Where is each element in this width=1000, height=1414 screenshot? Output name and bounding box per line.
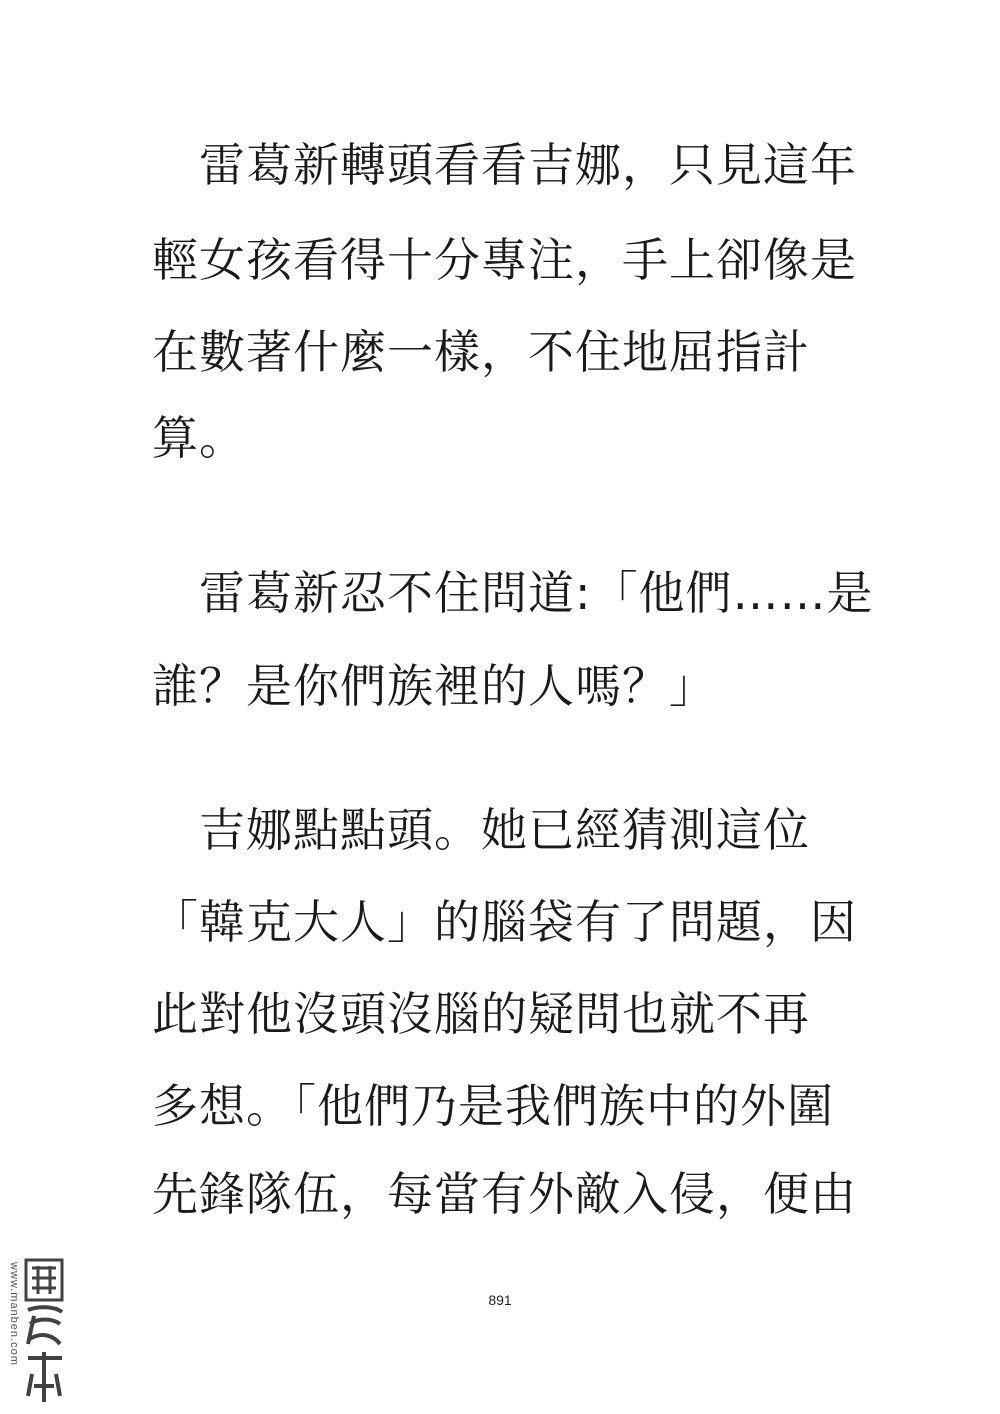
text-line: 多想。「他們乃是我們族中的外圍: [152, 1079, 834, 1133]
text-line: 算。: [152, 411, 246, 465]
text-line: 先鋒隊伍，每當有外敵入侵，便由: [152, 1167, 857, 1221]
text-line: 誰？是你們族裡的人嗎？」: [152, 659, 716, 713]
page-number: 891: [488, 1292, 512, 1308]
text-line: 雷葛新轉頭看看吉娜，只見這年: [152, 138, 857, 192]
text-line: 吉娜點點頭。她已經猜測這位: [152, 803, 810, 857]
text-line: 此對他沒頭沒腦的疑問也就不再: [152, 987, 810, 1041]
text-line: 輕女孩看得十分專注，手上卻像是: [152, 233, 857, 287]
watermark-logo: [4, 1258, 66, 1408]
text-line: 雷葛新忍不住問道:「他們……是: [152, 566, 874, 620]
text-line: 「韓克大人」的腦袋有了問題，因: [152, 895, 857, 949]
watermark-url: www.manben.com: [8, 1262, 20, 1366]
text-line: 在數著什麼一樣，不住地屈指計: [152, 325, 810, 379]
